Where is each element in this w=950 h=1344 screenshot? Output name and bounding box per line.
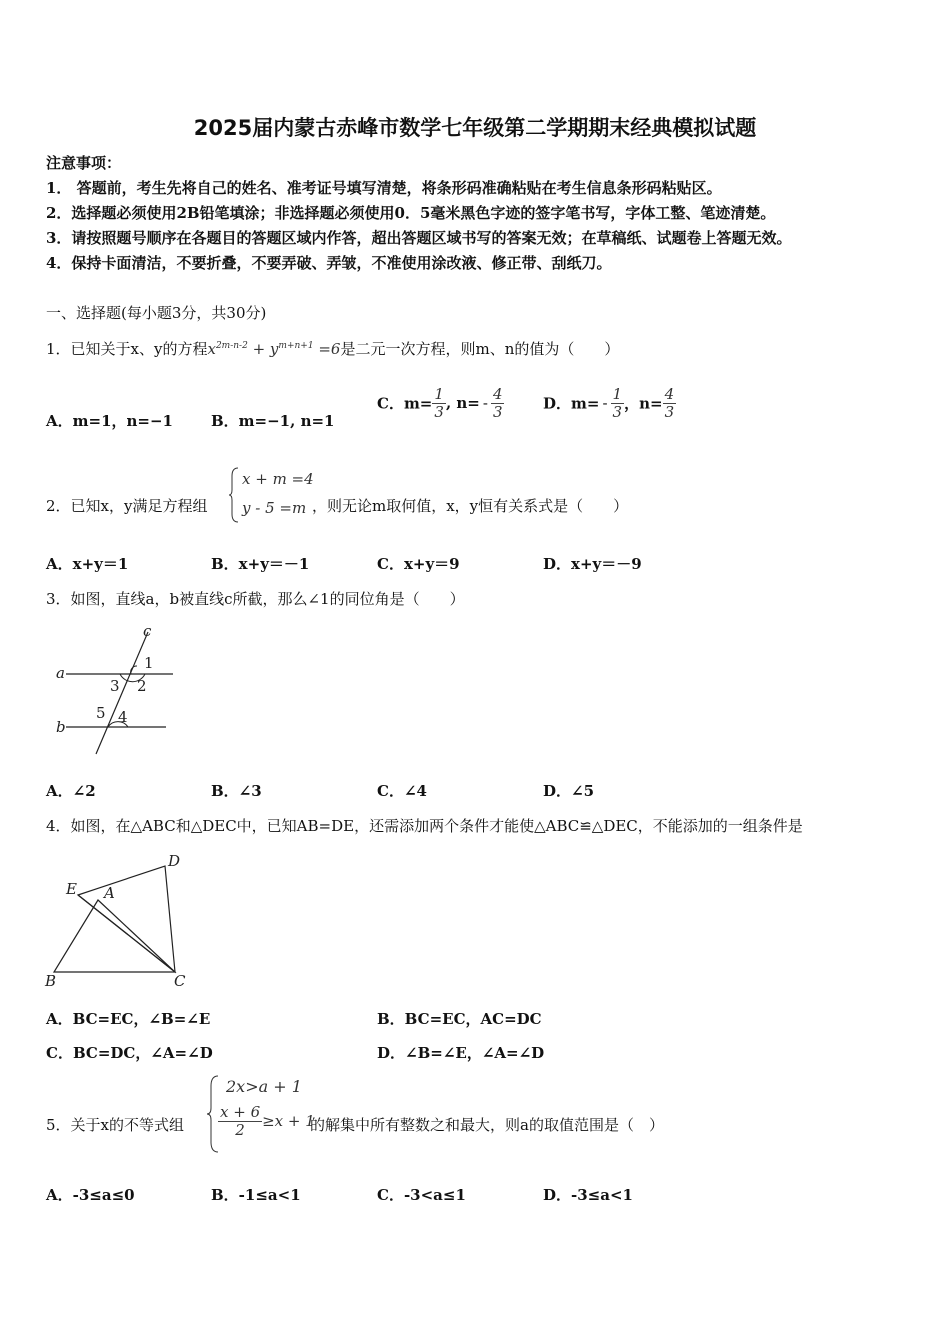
q5-ineq2-tail: ≥x + 1 xyxy=(262,1112,315,1130)
q1-option-d[interactable] xyxy=(543,386,676,420)
q1-equation: $x^{2m-n-2} + y^{m+n+1} =6$ xyxy=(207,340,341,358)
q5-suffix: 的解集中所有整数之和最大，则a的取值范围是（ ） xyxy=(310,1116,664,1134)
q1d-frac-m: $\frac{1}{3}$ xyxy=(612,385,623,421)
q3-option-b[interactable]: B．∠3 xyxy=(211,782,262,800)
q2-eq1: x + m =4 xyxy=(242,470,314,488)
q1-option-c[interactable] xyxy=(377,386,504,420)
label-C: C xyxy=(174,972,186,990)
q1-eq: =6 xyxy=(318,340,341,358)
label-3: 3 xyxy=(110,677,120,695)
q1d-frac-n: $\frac{4}{3}$ xyxy=(664,385,675,421)
q4-text: 4．如图，在△ABC和△DEC中，已知AB=DE，还需添加两个条件才能使△ABC≌△DEC，不能添加的一组条件是 xyxy=(46,817,803,835)
label-D: D xyxy=(168,852,181,870)
q5-option-d[interactable]: D．-3≤a<1 xyxy=(543,1186,633,1204)
label-c: c xyxy=(143,622,152,640)
q2-option-d[interactable]: D．x+y＝－9 xyxy=(543,555,642,573)
q4-option-a[interactable]: A．BC=EC，∠B=∠E xyxy=(46,1010,211,1028)
q3-option-d[interactable]: D．∠5 xyxy=(543,782,595,800)
q2-prefix: 2．已知x，y满足方程组 xyxy=(46,497,208,515)
q3-option-c[interactable]: C．∠4 xyxy=(377,782,427,800)
q3-text: 3．如图，直线a，b被直线c所截，那么∠1的同位角是（ ） xyxy=(46,590,465,608)
notice-item: 1． 答题前，考生先将自己的姓名、准考证号填写清楚，将条形码准确粘贴在考生信息条形码粘贴区。 xyxy=(46,179,722,197)
q1-prefix: 1．已知关于x、y的方程 xyxy=(46,340,208,358)
q1-exp1: 2m-n-2 xyxy=(215,341,248,351)
q5-ineq1: 2x>a + 1 xyxy=(226,1077,302,1096)
q4-figure xyxy=(40,848,200,993)
q4-option-b[interactable]: B．BC=EC，AC=DC xyxy=(377,1010,542,1028)
q2-option-a[interactable]: A．x+y＝1 xyxy=(46,555,129,573)
triangle-dec xyxy=(78,866,175,972)
q2-option-c[interactable]: C．x+y＝9 xyxy=(377,555,460,573)
q1c-frac-m: $\frac{1}{3}$ xyxy=(434,385,444,421)
q1-option-b[interactable]: B．m=−1, n=1 xyxy=(211,412,335,430)
label-A: A xyxy=(104,884,115,902)
notice-item: 4．保持卡面清洁，不要折叠，不要弄破、弄皱，不准使用涂改液、修正带、刮纸刀。 xyxy=(46,254,612,272)
label-1: 1 xyxy=(144,654,154,672)
label-b: b xyxy=(56,718,66,736)
triangle-abc xyxy=(54,900,175,972)
q3-option-a[interactable]: A．∠2 xyxy=(46,782,96,800)
q2-option-b[interactable]: B．x+y＝－1 xyxy=(211,555,310,573)
q1c-n-label: , n= xyxy=(445,394,480,412)
label-4: 4 xyxy=(118,708,128,726)
q2-brace xyxy=(228,466,240,524)
q4-option-d[interactable]: D．∠B=∠E，∠A=∠D xyxy=(377,1044,545,1062)
q5-prefix: 5．关于x的不等式组 xyxy=(46,1116,185,1134)
q2-eq2: y - 5 =m xyxy=(242,499,307,517)
q5-fraction: $\frac{x + 6}{2}$ xyxy=(220,1103,261,1139)
segment-ec xyxy=(78,895,175,972)
page-title: 2025届内蒙古赤峰市数学七年级第二学期期末经典模拟试题 xyxy=(193,116,757,140)
q1d-n-label: ，n= xyxy=(624,394,663,413)
q1d-label: D．m= xyxy=(543,394,600,413)
q5-option-c[interactable]: C．-3<a≤1 xyxy=(377,1186,466,1204)
q5-option-a[interactable]: A．-3≤a≤0 xyxy=(46,1186,135,1204)
notice-item: 2．选择题必须使用2B铅笔填涂；非选择题必须使用0．5毫米黑色字迹的签字笔书写，字体工整、笔迹清楚。 xyxy=(46,204,776,222)
q1-exp2: m+n+1 xyxy=(278,341,314,351)
q1-option-a[interactable]: A．m=1，n=−1 xyxy=(46,412,173,430)
notice-heading: 注意事项： xyxy=(46,154,122,172)
label-a: a xyxy=(56,664,65,682)
q5-ineq2 xyxy=(218,1104,315,1138)
q1-suffix: 是二元一次方程，则m、n的值为（ ） xyxy=(340,340,620,358)
label-B: B xyxy=(45,972,57,990)
label-2: 2 xyxy=(137,677,147,695)
question-1 xyxy=(46,338,619,359)
q2-suffix: ，则无论m取何值，x，y恒有关系式是（ ） xyxy=(312,497,629,515)
q1c-minus: - xyxy=(482,394,488,412)
section-heading: 一、选择题(每小题3分，共30分) xyxy=(46,304,267,322)
q1d-minus: - xyxy=(602,394,608,412)
q1c-label: C．m= xyxy=(377,394,433,413)
q4-option-c[interactable]: C．BC=DC，∠A=∠D xyxy=(46,1044,213,1062)
label-E: E xyxy=(66,880,77,898)
notice-item: 3．请按照题号顺序在各题目的答题区域内作答，超出答题区域书写的答案无效；在草稿纸、试题卷上答题无效。 xyxy=(46,229,792,247)
q5-option-b[interactable]: B．-1≤a<1 xyxy=(211,1186,301,1204)
q3-figure xyxy=(48,622,183,757)
label-5: 5 xyxy=(96,704,106,722)
q1c-frac-n: $\frac{4}{3}$ xyxy=(492,385,503,421)
